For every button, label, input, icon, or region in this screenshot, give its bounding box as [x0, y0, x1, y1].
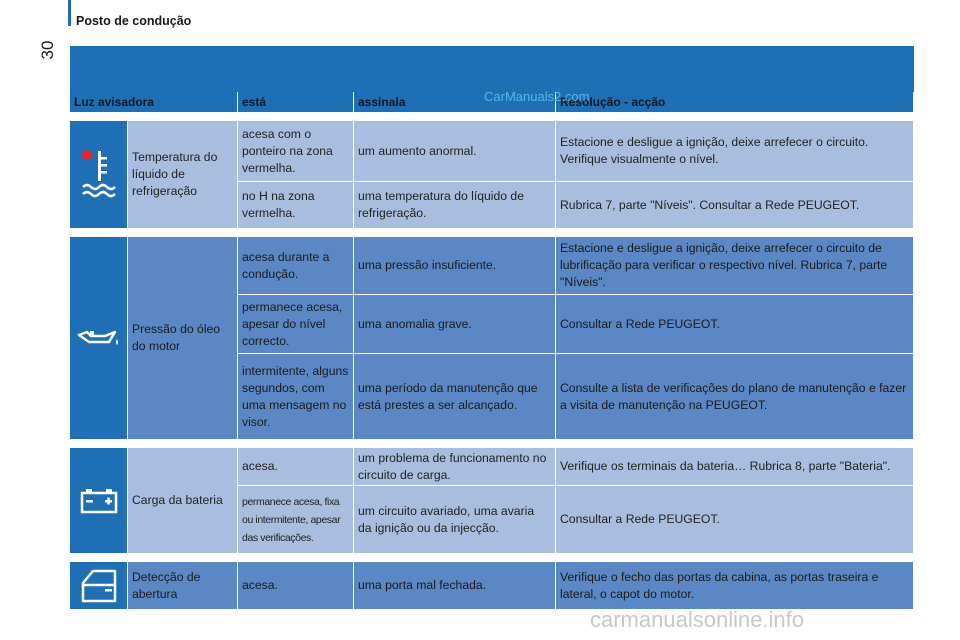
- state-cell: intermitente, alguns segundos, com uma mensagem no visor.: [238, 354, 354, 440]
- warning-light-cell: [70, 562, 128, 610]
- signals-cell: um problema de funcionamento no circuito de carga.: [354, 448, 556, 486]
- warning-light-cell: [70, 121, 128, 229]
- action-cell: Estacione e desligue a ignição, deixe arrefecer o circuito. Verifique visualmente o nível.: [556, 121, 914, 182]
- table-row: [70, 562, 914, 610]
- state-cell: no H na zona vermelha.: [238, 182, 354, 229]
- warning-light-label: Detecção de abertura: [128, 562, 238, 610]
- section-title: Posto de condução: [76, 14, 192, 28]
- warning-lights-table: [70, 92, 914, 610]
- column-header: Resolução - acção: [556, 92, 914, 113]
- page-number: 30: [38, 40, 57, 60]
- header-banner: [70, 46, 914, 92]
- table-row: [70, 121, 914, 182]
- warning-light-label: Carga da bateria: [128, 448, 238, 554]
- column-header: Luz avisadora: [70, 92, 238, 113]
- warning-light-cell: [70, 448, 128, 554]
- column-header: está: [238, 92, 354, 113]
- column-header: assinala: [354, 92, 556, 113]
- action-cell: Consultar a Rede PEUGEOT.: [556, 486, 914, 554]
- warning-light-label: Temperatura do líquido de refrigeração: [128, 121, 238, 229]
- state-text: permanece acesa, fixa ou intermitente, apesar das verificações.: [242, 495, 341, 544]
- action-cell: Consulte a lista de verificações do plano de manutenção e fazer a visita de manutenção na PEUGEOT.: [556, 354, 914, 440]
- action-cell: Consultar a Rede PEUGEOT.: [556, 295, 914, 354]
- section-marker-bar: [68, 0, 71, 26]
- state-cell: acesa com o ponteiro na zona vermelha.: [238, 121, 354, 182]
- table-row: [70, 448, 914, 486]
- state-cell: permanece acesa, apesar do nível correcto.: [238, 295, 354, 354]
- state-cell: acesa.: [238, 448, 354, 486]
- watermark-top: CarManuals2.com: [484, 89, 590, 104]
- state-cell: [238, 486, 354, 554]
- coolant-temperature-icon: [79, 145, 119, 205]
- oil-pressure-icon: [77, 323, 121, 353]
- state-cell: acesa durante a condução.: [238, 237, 354, 295]
- warning-light-label: Pressão do óleo do motor: [128, 237, 238, 440]
- watermark-bottom: carmanualsonline.info: [590, 607, 805, 632]
- signals-cell: uma porta mal fechada.: [354, 562, 556, 610]
- signals-cell: um aumento anormal.: [354, 121, 556, 182]
- signals-cell: uma anomalia grave.: [354, 295, 556, 354]
- signals-cell: uma pressão insuficiente.: [354, 237, 556, 295]
- warning-light-cell: [70, 237, 128, 440]
- signals-cell: uma temperatura do líquido de refrigeração.: [354, 182, 556, 229]
- action-cell: Verifique os terminais da bateria… Rubrica 8, parte "Bateria".: [556, 448, 914, 486]
- action-cell: Estacione e desligue a ignição, deixe arrefecer o circuito de lubrificação para verificar o respectivo nível. Rubrica 7, parte "Níveis".: [556, 237, 914, 295]
- battery-icon: [79, 487, 119, 515]
- signals-cell: um circuito avariado, uma avaria da ignição ou da injecção.: [354, 486, 556, 554]
- state-cell: acesa.: [238, 562, 354, 610]
- action-cell: Rubrica 7, parte "Níveis". Consultar a Rede PEUGEOT.: [556, 182, 914, 229]
- action-cell: Verifique o fecho das portas da cabina, as portas traseira e lateral, o capot do motor.: [556, 562, 914, 610]
- door-open-icon: [79, 568, 119, 604]
- signals-cell: uma período da manutenção que está prestes a ser alcançado.: [354, 354, 556, 440]
- table-row: [70, 237, 914, 295]
